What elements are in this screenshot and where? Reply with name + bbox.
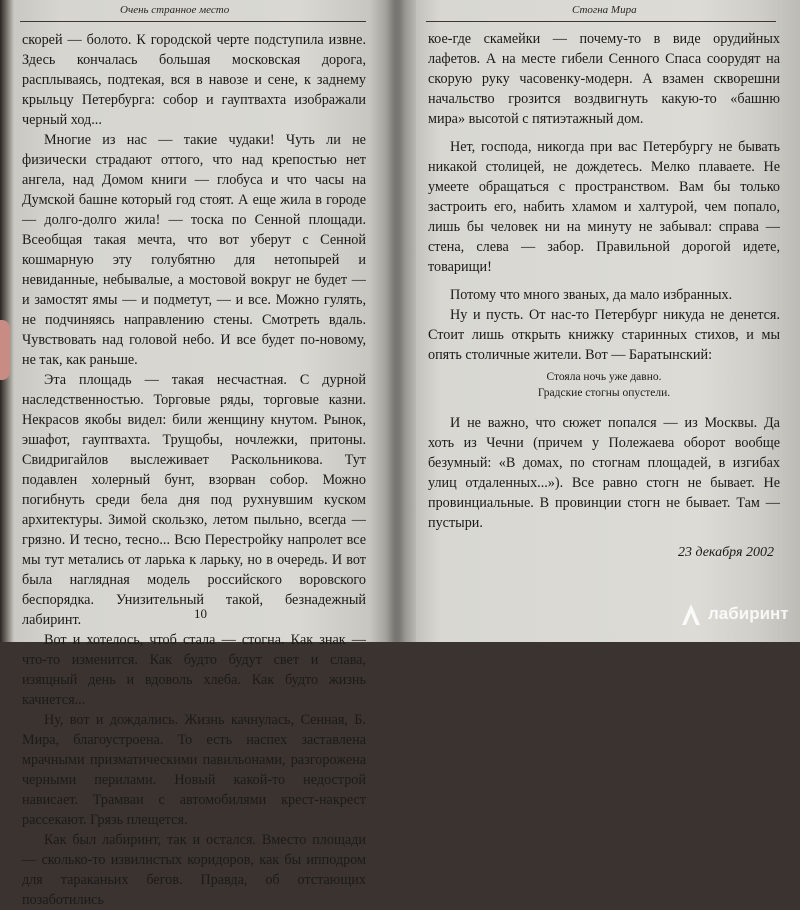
left-running-head: Очень странное место	[120, 4, 230, 16]
left-paragraph-2: Многие из нас — такие чудаки! Чуть ли не физически страдают оттого, что над крепостью нет ангела, над Домом книги — глобуса и что часы на Думской башне который год стоят. А еще жила в городе — долго-долго жила! — тоска по Сенной площади. Всеобщая такая мечта, что вот уберут с Сенной кошмарную эту голубятню для нетопырей и невиданные, небывалые, а мостовой вокруг не будет — и замостят ямы — и подметут, — и все. Можно гулять, не подчиняясь направлению стены. Смотреть вдаль. Чувствовать над головой небо. И все будет по-новому, не так, как раньше.	[22, 132, 366, 368]
right-running-head: Стогна Мира	[572, 4, 637, 16]
labirint-watermark	[678, 596, 794, 632]
left-page	[0, 0, 398, 908]
poem-quote	[428, 369, 780, 401]
page-number: 10	[194, 606, 207, 621]
left-paragraph-4: Вот и хотелось, чтоб стала — стогна. Как знак — что-то изменится. Как будто будут свет и слава, изящный день и вдоволь хлеба. Как будто жизнь качнется...	[22, 632, 366, 708]
right-paragraph-2: Нет, господа, никогда при вас Петербургу не бывать никакой столицей, не дождетесь. Мелко плаваете. Не умеете обращаться с пространством. Вам бы только застроить его, набить хламом и халтурой, чем попало, лишь бы человек ни на минуту не забывал: справа — стена, слева — забор. Правильной дорогой идете, товарищи!	[428, 139, 780, 275]
right-paragraph-5: И не важно, что сюжет попался — из Москвы. Да хоть из Чечни (причем у Полежаева оборот вообще безумный: «В домах, по стогнам площадей, в изгибах улиц отдаленных...»). Все равно стогн не бывает. Не провинциальные. В провинции стогн не бывает. Там — пустыри.	[428, 415, 780, 531]
left-paragraph-1: скорей — болото. К городской черте подступила извне. Здесь кончалась большая московская дорога, расплываясь, подтекая, вся в навозе и сене, к заднему крыльцу Петербурга: собор и гауптвахта изображали черный ход...	[22, 32, 366, 128]
poem-line-2: Градские стогны опустели.	[537, 387, 671, 399]
labirint-logo-icon	[678, 601, 704, 627]
left-page-text	[22, 30, 366, 910]
watermark-text: лабиринт	[708, 604, 789, 623]
right-page-text	[428, 29, 780, 563]
right-paragraph-4: Ну и пусть. От нас-то Петербург никуда не денется. Стоит лишь открыть книжку старинных стихов, и мы опять столичные жители. Вот — Баратынский:	[428, 307, 780, 363]
date-signature: 23 декабря 2002	[677, 545, 774, 560]
poem-line-1: Стояла ночь уже давно.	[546, 371, 662, 383]
left-paragraph-5: Ну, вот и дождались. Жизнь качнулась, Сенная, Б. Мира, благоустроена. То есть наспех заставлена мрачными призматическими павильонами, разгорожена черными перилами. Новый какой-то недострой нависает. Трамваи с автомобилями крест-накрест рассекают. Грязь плещется.	[22, 712, 366, 828]
right-paragraph-3: Потому что много званых, да мало избранных.	[450, 287, 733, 303]
right-page	[402, 0, 800, 642]
right-paragraph-1: кое-где скамейки — почему-то в виде орудийных лафетов. А на месте гибели Сенного Спаса соорудят на скорую руку часовенку-модерн. А взамен скворешни начальство грозится воздвигнуть какую-то «башню мира» высотой с пятиэтажный дом.	[428, 31, 780, 127]
left-paragraph-6: Как был лабиринт, так и остался. Вместо площади — сколько-то извилистых коридоров, как бы ипподром для тараканьих бегов. Правда, об отстающих позаботились	[22, 832, 366, 908]
right-header-rule	[426, 21, 776, 22]
left-paragraph-3: Эта площадь — такая несчастная. С дурной наследственностью. Торговые ряды, торговые казни. Некрасов якобы видел: били женщину кнутом. Рынок, эшафот, гауптвахта. Трущобы, ночлежки, притоны. Свидригайлов выслеживает Раскольникова. Тут подавлен холерный бунт, взорван собор. Можно погибнуть среди бела дня под рухнувшим куском архитектуры. Зимой скользко, летом пыльно, всегда — грязно. И тесно, тесно... Всю Перестройку напролет все мы тут метались от ларька к ларьку, но в очередь. И вот была наглядная модель российского воровского беспорядка. Унизительный такой, безнадежный лабиринт.	[22, 372, 366, 628]
left-header-rule	[20, 21, 366, 22]
